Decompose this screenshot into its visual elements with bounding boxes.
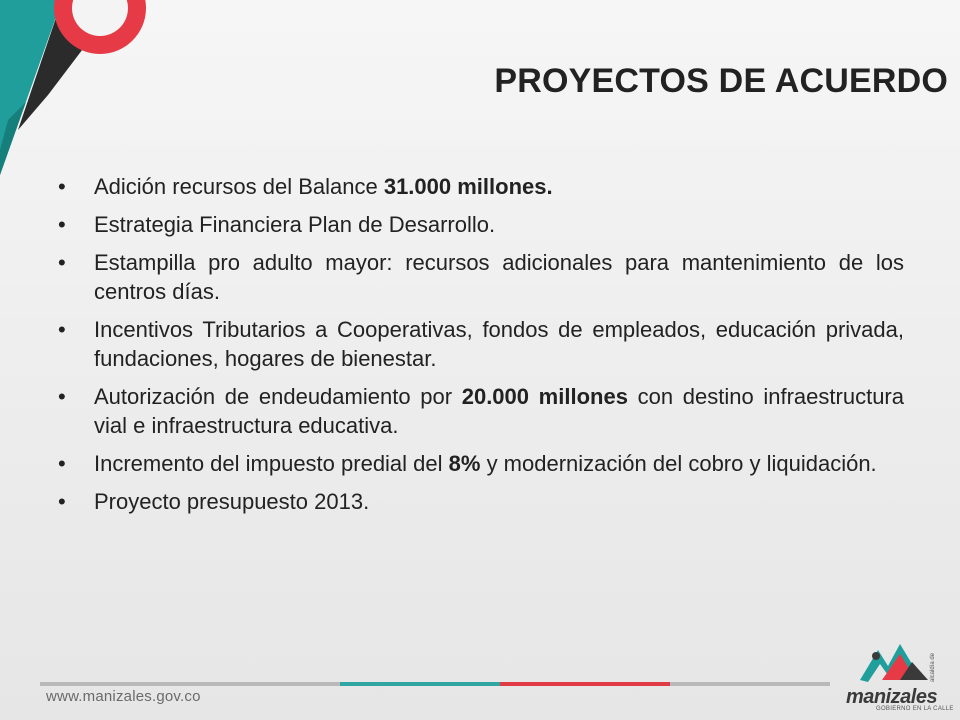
bullet-item xyxy=(58,315,904,373)
footer-bar-segment-red xyxy=(500,682,670,686)
bullet-text: Proyecto presupuesto 2013. xyxy=(94,489,370,514)
bullet-text: Autorización de endeudamiento por xyxy=(94,384,462,409)
logo-wordmark: manizales xyxy=(846,686,938,708)
bullet-item xyxy=(58,210,904,239)
bullet-text: Incremento del impuesto predial del xyxy=(94,451,449,476)
footer-website-link[interactable]: www.manizales.gov.co xyxy=(46,688,201,705)
slide-title: PROYECTOS DE ACUERDO xyxy=(494,62,948,100)
bullet-item xyxy=(58,449,904,478)
bullet-text: y modernización del cobro y liquidación. xyxy=(480,451,877,476)
bullet-bold-text: 20.000 millones xyxy=(461,384,628,409)
bullet-bold-text: 31.000 millones. xyxy=(383,174,553,199)
bullet-item xyxy=(58,248,904,306)
bullet-text: Estrategia Financiera Plan de Desarrollo. xyxy=(94,212,496,237)
logo-tagline: GOBIERNO EN LA CALLE xyxy=(876,706,954,712)
footer-bar-segment-gray-end xyxy=(670,682,830,686)
footer-bar-segment-teal xyxy=(340,682,500,686)
bullet-item xyxy=(58,382,904,440)
footer-color-bar xyxy=(40,682,830,686)
bullet-bold-text: 8% xyxy=(448,451,481,476)
logo-vertical-text: alcaldía de xyxy=(930,652,936,682)
bullet-item xyxy=(58,172,904,201)
bullet-text: Adición recursos del Balance xyxy=(94,174,384,199)
footer-bar-segment-gray xyxy=(40,682,340,686)
bullet-text: Incentivos Tributarios a Cooperativas, fondos de empleados, educación privada, fundaciones, hogares de bienestar. xyxy=(94,317,904,371)
bullet-text: con destino infraestructura vial e infraestructura educativa. xyxy=(94,384,904,438)
bullet-list xyxy=(58,172,904,525)
bullet-text: Estampilla pro adulto mayor: recursos adicionales para mantenimiento de los centros días. xyxy=(94,250,904,304)
bullet-item xyxy=(58,487,904,516)
corner-decoration xyxy=(0,0,200,190)
